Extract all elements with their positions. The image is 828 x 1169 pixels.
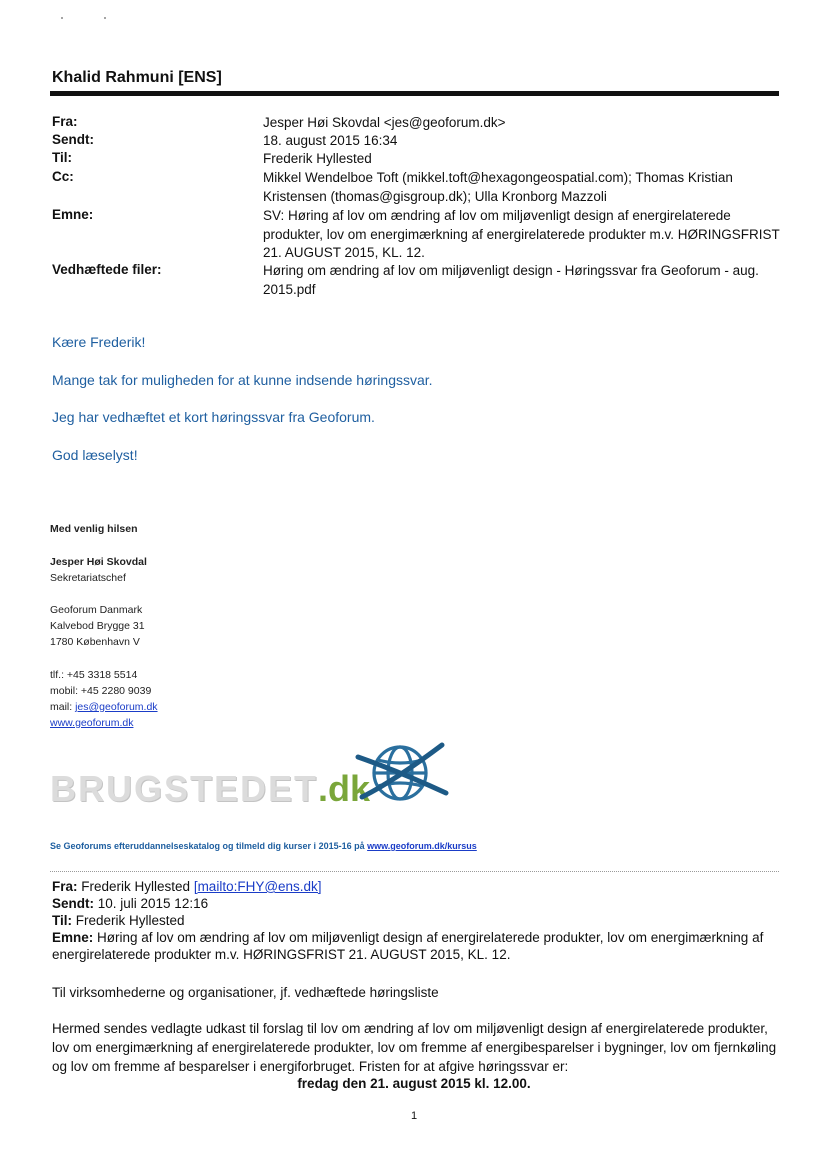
field-label-attachments: Vedhæftede filer: xyxy=(52,262,162,277)
field-label-to: Til: xyxy=(52,150,72,165)
signature-closing: Med venlig hilsen xyxy=(50,523,138,535)
deadline: fredag den 21. august 2015 kl. 12.00. xyxy=(297,1076,531,1091)
fwd-from-label: Fra: xyxy=(52,879,78,894)
field-value-subject: SV: Høring af lov om ændring af lov om miljøvenligt design af energirelaterede produkter, lov om energimærkning af energirelaterede produkter m.v. HØRINGSFRIST 21. AUGUST 2015, KL. 12. xyxy=(263,208,780,260)
body-paragraph: Hermed sendes vedlagte udkast til forslag til lov om ændring af lov om miljøvenligt design af energirelaterede produkter, lov om energimærkning af energirelaterede produkter, lov om fremme af energibesparelser i bygninger, lov om fjernkøling og lov om fremme af besparelser i energiforbruget. Fristen for at afgive høringssvar er: xyxy=(52,1021,777,1074)
mail-label: mail: xyxy=(50,701,76,713)
field-value-sent: 18. august 2015 16:34 xyxy=(263,133,398,148)
body-line: God læselyst! xyxy=(52,447,138,463)
field-label-subject: Emne: xyxy=(52,207,94,222)
forward-separator xyxy=(50,871,779,873)
website-link[interactable]: www.geoforum.dk xyxy=(50,717,134,729)
fwd-from-row xyxy=(52,878,782,895)
addressee-line: Til virksomhederne og organisationer, jf. vedhæftede høringsliste xyxy=(52,985,439,1000)
promo-text: Se Geoforums efteruddannelseskatalog og tilmeld dig kurser i 2015-16 på xyxy=(50,841,368,851)
fwd-subject-row xyxy=(52,929,782,963)
mail-link[interactable]: jes@geoforum.dk xyxy=(75,701,158,713)
field-label-from: Fra: xyxy=(52,114,78,129)
signature-mail-row xyxy=(50,699,158,715)
signature-street: Kalvebod Brygge 31 xyxy=(50,620,145,632)
signature-city: 1780 København V xyxy=(50,636,140,648)
fwd-to-label: Til: xyxy=(52,913,72,928)
signature-name-block xyxy=(50,554,147,586)
fwd-sent-row xyxy=(52,895,782,912)
signature-web-row xyxy=(50,715,158,731)
signature-role: Sekretariatschef xyxy=(50,572,126,584)
greeting: Kære Frederik! xyxy=(52,334,146,350)
body-line: Jeg har vedhæftet et kort høringssvar fra Geoforum. xyxy=(52,409,375,425)
signature-org: Geoforum Danmark xyxy=(50,604,143,616)
field-value-cc: Mikkel Wendelboe Toft (mikkel.toft@hexagongeospatial.com); Thomas Kristian Kristensen (thomas@gisgroup.dk); Ulla Kronborg Mazzoli xyxy=(263,170,733,204)
header-rule xyxy=(50,91,779,96)
fwd-to-row xyxy=(52,912,782,929)
fwd-subject-label: Emne: xyxy=(52,930,94,945)
fwd-sent-label: Sendt: xyxy=(52,896,94,911)
field-value-from: Jesper Høi Skovdal <jes@geoforum.dk> xyxy=(263,115,506,130)
globe-icon xyxy=(354,735,450,809)
scan-speck xyxy=(61,17,63,19)
signature-contact-block xyxy=(50,667,158,731)
logo-suffix: .dk xyxy=(318,768,371,809)
course-promo xyxy=(50,841,477,851)
fwd-from-value: Frederik Hyllested xyxy=(77,879,194,894)
logo-wordmark: BRUGSTEDET xyxy=(50,768,319,809)
field-value-to: Frederik Hyllested xyxy=(263,151,372,166)
scan-speck xyxy=(104,17,106,19)
mailbox-owner-name: Khalid Rahmuni [ENS] xyxy=(52,69,222,86)
fwd-to-value: Frederik Hyllested xyxy=(72,913,185,928)
page-number: 1 xyxy=(410,1110,418,1122)
course-link[interactable]: www.geoforum.dk/kursus xyxy=(367,841,477,851)
field-label-cc: Cc: xyxy=(52,169,74,184)
signature-phone: tlf.: +45 3318 5514 xyxy=(50,669,138,681)
signature-address-block xyxy=(50,602,145,650)
attachment-file[interactable]: Høring om ændring af lov om miljøvenligt design - Høringssvar fra Geoforum - aug. 2015.pdf xyxy=(263,263,759,297)
field-label-sent: Sendt: xyxy=(52,132,94,147)
brugstedet-logo[interactable] xyxy=(50,768,370,810)
body-line: Mange tak for muligheden for at kunne indsende høringssvar. xyxy=(52,372,433,388)
signature-name: Jesper Høi Skovdal xyxy=(50,556,147,568)
fwd-sent-value: 10. juli 2015 12:16 xyxy=(94,896,209,911)
fwd-mailto-link[interactable]: [mailto:FHY@ens.dk] xyxy=(193,879,322,894)
fwd-subject-value: Høring af lov om ændring af lov om miljøvenligt design af energirelaterede produkter, lov om energimærkning af energirelaterede produkter m.v. HØRINGSFRIST 21. AUGUST 2015, KL. 12. xyxy=(52,930,764,962)
signature-mobile: mobil: +45 2280 9039 xyxy=(50,685,152,697)
